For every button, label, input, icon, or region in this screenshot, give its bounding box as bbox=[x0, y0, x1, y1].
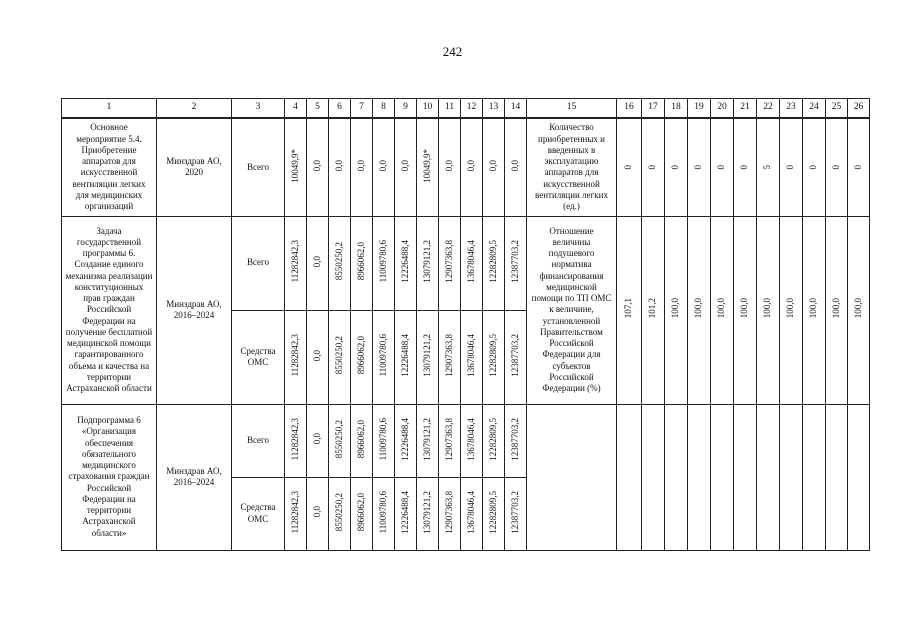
indicator-description bbox=[527, 404, 617, 550]
column-header: 9 bbox=[395, 99, 417, 119]
target-value-cell bbox=[780, 118, 803, 216]
executor-cell: Минздрав АО, 2020 bbox=[157, 118, 232, 216]
funding-value-cell bbox=[417, 310, 439, 404]
funding-value-cell bbox=[505, 216, 527, 310]
executor-cell: Минздрав АО, 2016–2024 bbox=[157, 404, 232, 550]
funding-value-cell bbox=[417, 216, 439, 310]
funding-value: 13079121,2 bbox=[421, 334, 432, 377]
funding-value-cell bbox=[285, 310, 307, 404]
funding-value: 0,0 bbox=[399, 160, 410, 172]
target-value: 0 bbox=[716, 165, 727, 170]
funding-value-cell bbox=[395, 310, 417, 404]
target-value: 0 bbox=[693, 165, 704, 170]
funding-value-cell bbox=[373, 310, 395, 404]
funding-value-cell bbox=[373, 404, 395, 477]
column-header: 12 bbox=[461, 99, 483, 119]
target-value-cell bbox=[688, 118, 711, 216]
target-value-cell bbox=[848, 118, 870, 216]
target-value: 100,0 bbox=[852, 298, 863, 319]
funding-value: 0,0 bbox=[311, 160, 322, 172]
funding-value-cell bbox=[461, 216, 483, 310]
funding-value: 11282842,3 bbox=[289, 490, 300, 534]
funding-value: 0,0 bbox=[355, 160, 366, 172]
target-value: 0 bbox=[808, 165, 819, 170]
funding-value-cell bbox=[461, 477, 483, 550]
target-value-cell bbox=[711, 118, 734, 216]
target-value: 100,0 bbox=[739, 298, 750, 319]
funding-value-cell bbox=[307, 477, 329, 550]
funding-value: 0,0 bbox=[333, 160, 344, 172]
funding-value: 0,0 bbox=[311, 506, 322, 518]
indicator-description: Количество приобретенных и введенных в эксплуатацию аппаратов для искусственной вентиляции легких (ед.) bbox=[527, 118, 617, 216]
target-value: 101,2 bbox=[647, 298, 658, 319]
column-header: 5 bbox=[307, 99, 329, 119]
table-row bbox=[62, 404, 870, 477]
funding-value-cell bbox=[439, 404, 461, 477]
funding-value-cell bbox=[307, 118, 329, 216]
target-value: 0 bbox=[623, 165, 634, 170]
column-header: 24 bbox=[803, 99, 826, 119]
funding-value: 0,0 bbox=[311, 433, 322, 445]
funding-value-cell bbox=[351, 118, 373, 216]
target-value-cell bbox=[780, 404, 803, 550]
funding-value-cell bbox=[505, 310, 527, 404]
column-header: 25 bbox=[826, 99, 848, 119]
funding-value: 12907363,8 bbox=[443, 490, 454, 534]
funding-value-cell bbox=[329, 310, 351, 404]
target-value-cell bbox=[665, 216, 688, 404]
column-header: 20 bbox=[711, 99, 734, 119]
funding-value: 11009780,6 bbox=[377, 334, 388, 377]
target-value-cell bbox=[617, 404, 642, 550]
funding-value: 8966062,0 bbox=[355, 419, 366, 458]
table-row bbox=[62, 216, 870, 310]
target-value-cell bbox=[803, 216, 826, 404]
funding-value-cell bbox=[439, 216, 461, 310]
funding-value-cell bbox=[461, 118, 483, 216]
funding-value: 12282809,5 bbox=[487, 334, 498, 377]
column-header: 19 bbox=[688, 99, 711, 119]
funding-value-cell bbox=[307, 404, 329, 477]
funding-source: Средства ОМС bbox=[232, 477, 285, 550]
funding-value-cell bbox=[329, 404, 351, 477]
funding-value-cell bbox=[461, 404, 483, 477]
funding-value-cell bbox=[461, 310, 483, 404]
target-value: 100,0 bbox=[785, 298, 796, 319]
funding-value-cell bbox=[351, 310, 373, 404]
funding-value: 8550250,2 bbox=[333, 336, 344, 375]
funding-value-cell bbox=[395, 216, 417, 310]
funding-value: 0,0 bbox=[443, 160, 454, 172]
column-header: 8 bbox=[373, 99, 395, 119]
funding-value-cell bbox=[483, 477, 505, 550]
funding-value-cell bbox=[483, 404, 505, 477]
column-header: 16 bbox=[617, 99, 642, 119]
funding-value: 13678046,4 bbox=[465, 417, 476, 461]
funding-value-cell bbox=[351, 216, 373, 310]
funding-value: 10049,9* bbox=[289, 148, 300, 183]
funding-value: 12907363,8 bbox=[443, 334, 454, 377]
funding-value-cell bbox=[395, 404, 417, 477]
table-row bbox=[62, 118, 870, 216]
target-value: 0 bbox=[647, 165, 658, 170]
column-header: 3 bbox=[232, 99, 285, 119]
funding-value-cell bbox=[483, 216, 505, 310]
target-value: 100,0 bbox=[808, 298, 819, 319]
column-header: 7 bbox=[351, 99, 373, 119]
column-header: 6 bbox=[329, 99, 351, 119]
funding-value-cell bbox=[395, 477, 417, 550]
target-value-cell bbox=[711, 216, 734, 404]
target-value: 0 bbox=[785, 165, 796, 170]
funding-value: 0,0 bbox=[311, 255, 322, 267]
target-value: 100,0 bbox=[716, 298, 727, 319]
target-value: 5 bbox=[762, 165, 773, 170]
target-value: 100,0 bbox=[693, 298, 704, 319]
funding-value-cell bbox=[329, 118, 351, 216]
target-value: 0 bbox=[739, 165, 750, 170]
target-value-cell bbox=[780, 216, 803, 404]
funding-value-cell bbox=[505, 404, 527, 477]
target-value-cell bbox=[734, 404, 757, 550]
funding-value-cell bbox=[417, 404, 439, 477]
funding-value-cell bbox=[329, 477, 351, 550]
funding-value: 13678046,4 bbox=[465, 490, 476, 534]
funding-value: 12387703,2 bbox=[509, 240, 520, 283]
target-value: 100,0 bbox=[670, 298, 681, 319]
funding-source: Всего bbox=[232, 404, 285, 477]
funding-value-cell bbox=[395, 118, 417, 216]
funding-value: 11009780,6 bbox=[377, 490, 388, 534]
target-value-cell bbox=[734, 118, 757, 216]
target-value-cell bbox=[826, 216, 848, 404]
target-value-cell bbox=[826, 404, 848, 550]
funding-value: 11282842,3 bbox=[289, 240, 300, 283]
funding-value: 8550250,2 bbox=[333, 492, 344, 531]
funding-value: 8966062,0 bbox=[355, 492, 366, 531]
column-header: 1 bbox=[62, 99, 157, 119]
funding-value: 13079121,2 bbox=[421, 490, 432, 534]
page-number: 242 bbox=[442, 44, 463, 59]
column-header: 10 bbox=[417, 99, 439, 119]
funding-value-cell bbox=[483, 310, 505, 404]
funding-value-cell bbox=[439, 118, 461, 216]
funding-value: 13079121,2 bbox=[421, 417, 432, 461]
funding-value: 12226488,4 bbox=[399, 417, 410, 461]
funding-source: Средства ОМС bbox=[232, 310, 285, 404]
header-row bbox=[62, 99, 870, 119]
target-value-cell bbox=[665, 404, 688, 550]
funding-value-cell bbox=[439, 310, 461, 404]
funding-value: 12387703,2 bbox=[509, 334, 520, 377]
target-value: 100,0 bbox=[762, 298, 773, 319]
column-header: 2 bbox=[157, 99, 232, 119]
funding-value: 0,0 bbox=[509, 160, 520, 172]
target-value-cell bbox=[826, 118, 848, 216]
target-value-cell bbox=[642, 404, 665, 550]
funding-value-cell bbox=[373, 477, 395, 550]
funding-value: 8966062,0 bbox=[355, 336, 366, 375]
funding-value: 8550250,2 bbox=[333, 242, 344, 281]
target-value-cell bbox=[688, 404, 711, 550]
column-header: 17 bbox=[642, 99, 665, 119]
funding-value: 11009780,6 bbox=[377, 240, 388, 283]
target-value-cell bbox=[617, 118, 642, 216]
target-value-cell bbox=[803, 118, 826, 216]
funding-value-cell bbox=[329, 216, 351, 310]
funding-value-cell bbox=[285, 216, 307, 310]
target-value: 107,1 bbox=[623, 298, 634, 319]
funding-value-cell bbox=[439, 477, 461, 550]
indicator-description: Отношение величины подушевого норматива финансирования медицинской помощи по ТП ОМС к величине, установленной Правительством Российской Федерации для субъектов Российской Федерации (%) bbox=[527, 216, 617, 404]
funding-value: 0,0 bbox=[487, 160, 498, 172]
target-value: 0 bbox=[852, 165, 863, 170]
funding-value: 12387703,2 bbox=[509, 490, 520, 534]
activity-description: Задача государственной программы 6. Создание единого механизма реализации конституционных прав граждан Российской Федерации на получение бесплатной медицинской помощи гарантированного объема и качества на территории Астраханской области bbox=[62, 216, 157, 404]
funding-value: 12226488,4 bbox=[399, 490, 410, 534]
funding-value: 12907363,8 bbox=[443, 417, 454, 461]
funding-value: 0,0 bbox=[465, 160, 476, 172]
funding-value-cell bbox=[307, 216, 329, 310]
funding-value-cell bbox=[373, 216, 395, 310]
funding-value-cell bbox=[417, 118, 439, 216]
target-value-cell bbox=[711, 404, 734, 550]
target-value-cell bbox=[848, 404, 870, 550]
funding-value-cell bbox=[417, 477, 439, 550]
funding-value: 11282842,3 bbox=[289, 334, 300, 377]
activity-description: Подпрограмма 6 «Организация обеспечения обязательного медицинского страхования граждан Российской Федерации на территории Астраханской области» bbox=[62, 404, 157, 550]
funding-value: 12226488,4 bbox=[399, 334, 410, 377]
funding-value: 12282809,5 bbox=[487, 490, 498, 534]
column-header: 21 bbox=[734, 99, 757, 119]
funding-source: Всего bbox=[232, 216, 285, 310]
executor-cell: Минздрав АО, 2016–2024 bbox=[157, 216, 232, 404]
funding-value-cell bbox=[505, 118, 527, 216]
target-value-cell bbox=[617, 216, 642, 404]
funding-value: 12282809,5 bbox=[487, 417, 498, 461]
funding-value: 12907363,8 bbox=[443, 240, 454, 283]
funding-value: 12226488,4 bbox=[399, 240, 410, 283]
funding-value-cell bbox=[505, 477, 527, 550]
column-header: 14 bbox=[505, 99, 527, 119]
column-header: 4 bbox=[285, 99, 307, 119]
funding-value-cell bbox=[373, 118, 395, 216]
funding-value-cell bbox=[351, 404, 373, 477]
target-value-cell bbox=[757, 404, 780, 550]
column-header: 26 bbox=[848, 99, 870, 119]
funding-value-cell bbox=[351, 477, 373, 550]
target-value-cell bbox=[734, 216, 757, 404]
funding-value: 11282842,3 bbox=[289, 417, 300, 461]
funding-value: 13678046,4 bbox=[465, 240, 476, 283]
funding-value: 12282809,5 bbox=[487, 240, 498, 283]
funding-value-cell bbox=[285, 477, 307, 550]
column-header: 11 bbox=[439, 99, 461, 119]
program-table bbox=[61, 98, 870, 551]
target-value-cell bbox=[757, 118, 780, 216]
target-value-cell bbox=[757, 216, 780, 404]
funding-value: 11009780,6 bbox=[377, 417, 388, 461]
target-value-cell bbox=[688, 216, 711, 404]
target-value-cell bbox=[848, 216, 870, 404]
column-header: 13 bbox=[483, 99, 505, 119]
target-value: 0 bbox=[670, 165, 681, 170]
column-header: 15 bbox=[527, 99, 617, 119]
funding-value-cell bbox=[285, 404, 307, 477]
funding-value: 13079121,2 bbox=[421, 240, 432, 283]
funding-value: 8550250,2 bbox=[333, 419, 344, 458]
target-value: 100,0 bbox=[830, 298, 841, 319]
funding-value-cell bbox=[483, 118, 505, 216]
column-header: 22 bbox=[757, 99, 780, 119]
funding-value: 0,0 bbox=[311, 349, 322, 361]
target-value-cell bbox=[642, 216, 665, 404]
column-header: 18 bbox=[665, 99, 688, 119]
funding-value-cell bbox=[285, 118, 307, 216]
target-value-cell bbox=[665, 118, 688, 216]
target-value-cell bbox=[642, 118, 665, 216]
funding-value-cell bbox=[307, 310, 329, 404]
funding-value: 13678046,4 bbox=[465, 334, 476, 377]
target-value-cell bbox=[803, 404, 826, 550]
funding-value: 0,0 bbox=[377, 160, 388, 172]
funding-value: 12387703,2 bbox=[509, 417, 520, 461]
funding-value: 8966062,0 bbox=[355, 242, 366, 281]
activity-description: Основное мероприятие 5.4. Приобретение аппаратов для искусственной вентиляции легких для медицинских организаций bbox=[62, 118, 157, 216]
funding-source: Всего bbox=[232, 118, 285, 216]
funding-value: 10049,9* bbox=[421, 148, 432, 183]
target-value: 0 bbox=[830, 165, 841, 170]
column-header: 23 bbox=[780, 99, 803, 119]
